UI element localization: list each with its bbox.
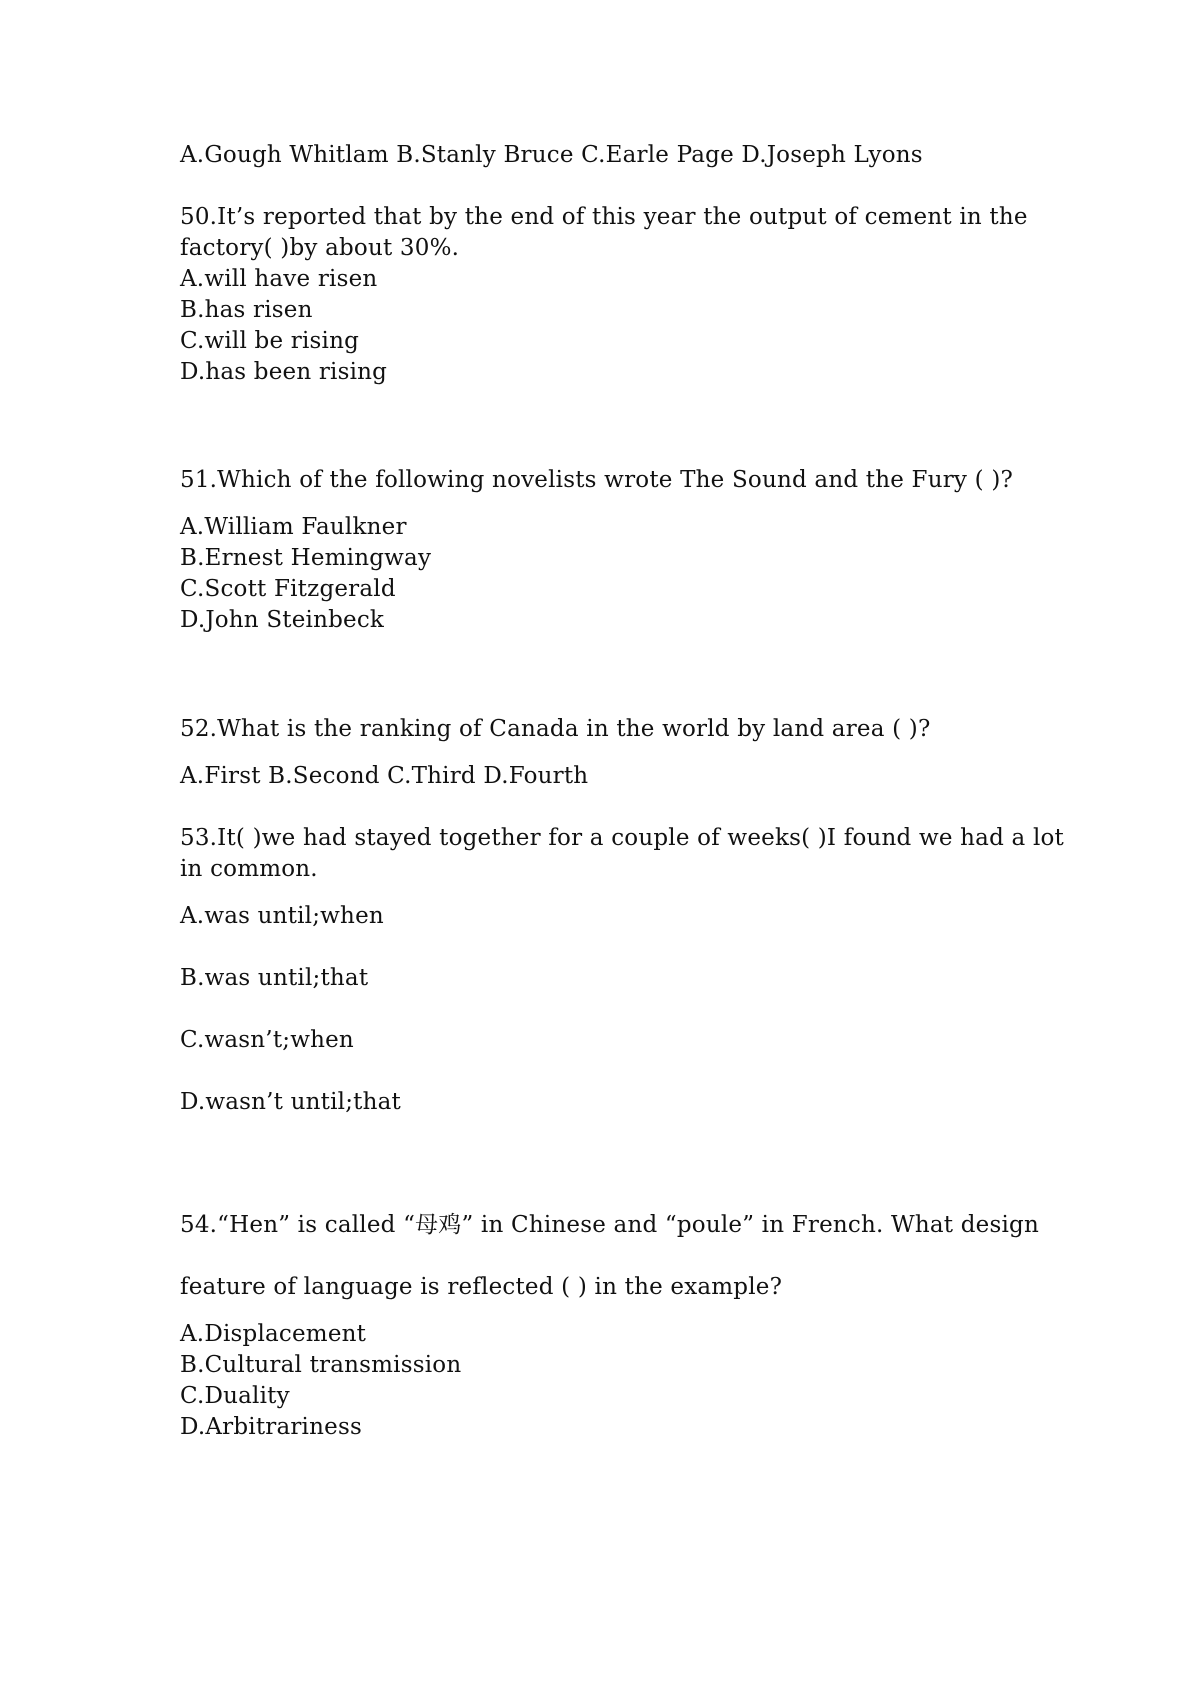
q50-stem-line2: factory( )by about 30%. <box>180 235 460 261</box>
q52-options: A.First B.Second C.Third D.Fourth <box>180 763 589 789</box>
q54-option-a: A.Displacement <box>180 1321 367 1347</box>
q54-option-d: D.Arbitrariness <box>180 1414 362 1440</box>
q51-option-d: D.John Steinbeck <box>180 607 385 633</box>
q53-option-c: C.wasn’t;when <box>180 1027 354 1053</box>
q50-stem-line1: 50.It’s reported that by the end of this year the output of cement in the <box>180 204 1028 230</box>
q54-stem-line1: 54.“Hen” is called “母鸡” in Chinese and “poule” in French. What design <box>180 1212 1039 1238</box>
q50-option-b: B.has risen <box>180 297 313 323</box>
q51-option-c: C.Scott Fitzgerald <box>180 576 396 602</box>
q53-option-b: B.was until;that <box>180 965 369 991</box>
q54-option-c: C.Duality <box>180 1383 290 1409</box>
q49-options: A.Gough Whitlam B.Stanly Bruce C.Earle Page D.Joseph Lyons <box>180 142 923 168</box>
q54-stem-line2: feature of language is reflected ( ) in the example? <box>180 1274 783 1300</box>
q51-stem: 51.Which of the following novelists wrote The Sound and the Fury ( )? <box>180 467 1014 493</box>
q54-option-b: B.Cultural transmission <box>180 1352 462 1378</box>
q52-stem: 52.What is the ranking of Canada in the world by land area ( )? <box>180 716 931 742</box>
q50-option-c: C.will be rising <box>180 328 360 354</box>
q50-option-d: D.has been rising <box>180 359 388 385</box>
q53-stem-line1: 53.It( )we had stayed together for a couple of weeks( )I found we had a lot <box>180 825 1064 851</box>
q53-stem-line2: in common. <box>180 856 318 882</box>
q53-option-a: A.was until;when <box>180 903 384 929</box>
q51-option-a: A.William Faulkner <box>180 514 407 540</box>
q50-option-a: A.will have risen <box>180 266 378 292</box>
q51-option-b: B.Ernest Hemingway <box>180 545 432 571</box>
q53-option-d: D.wasn’t until;that <box>180 1089 401 1115</box>
